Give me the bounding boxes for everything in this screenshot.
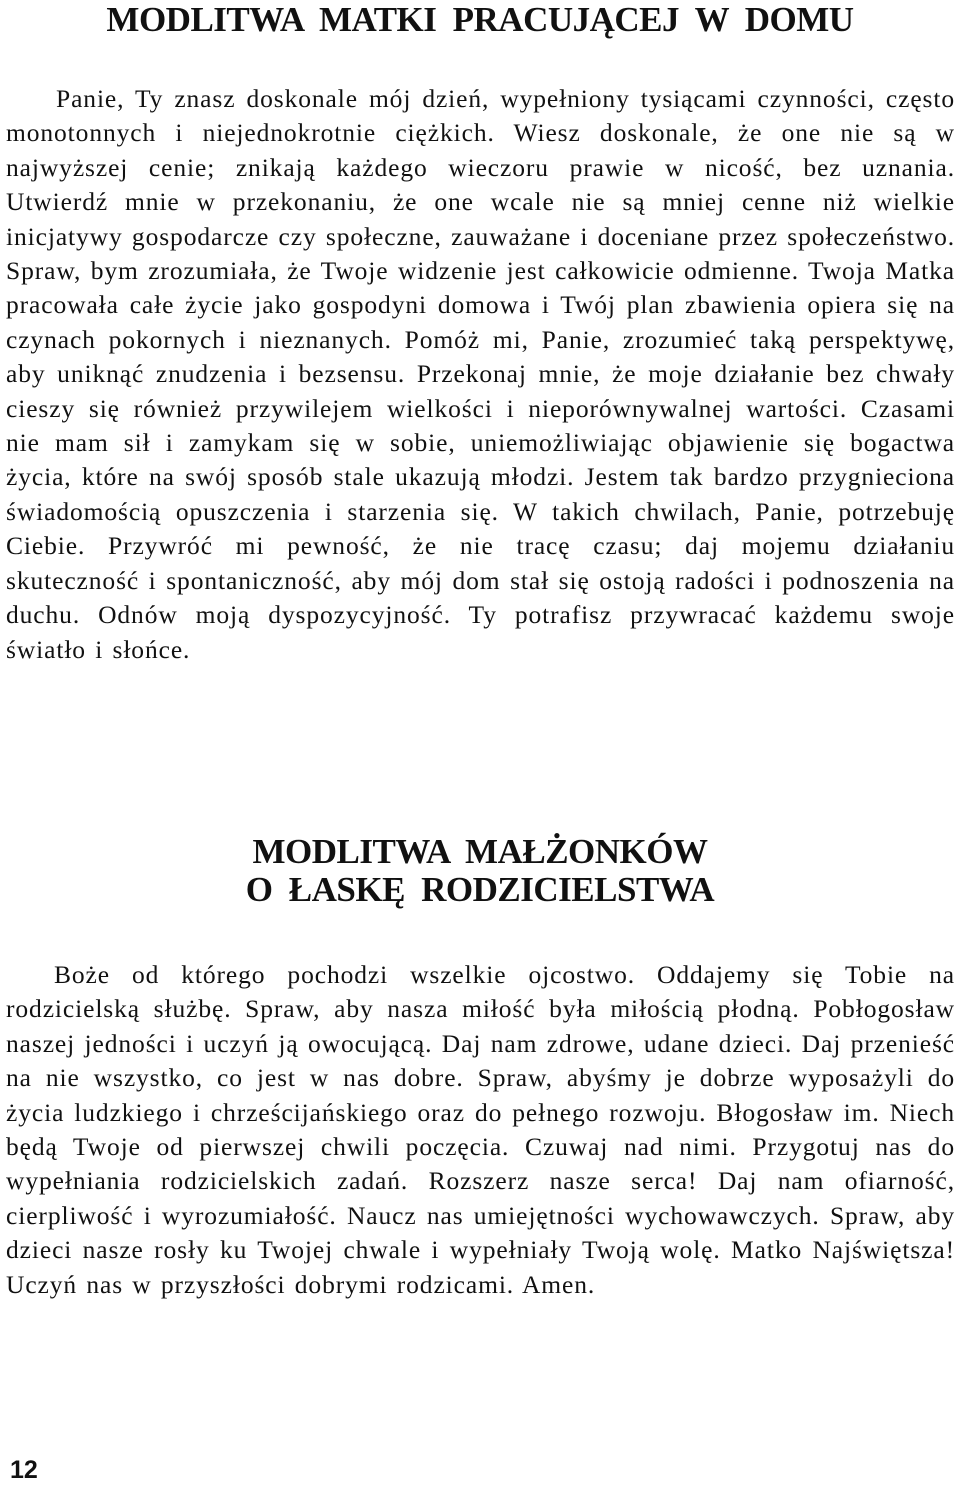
prayer-text-mother-at-home: Panie, Ty znasz doskonale mój dzień, wypełniony tysiącami czynności, często monotonnych i niejednokrotnie ciężkich. Wiesz doskonale, że one nie są w najwyższej cenie; znikają każdego wieczoru prawie w nicość, bez uznania. Utwierdź mnie w przekonaniu, że one wcale nie są mniej cenne niż wielkie inicjatywy gospodarcze czy społeczne, zauważane i doceniane przez społeczeństwo. Spraw, bym zrozumiała, że Twoje widzenie jest całkowicie odmienne. Twoja Matka pracowała całe życie jako gospodyni domowa i Twój plan zbawienia opiera się na czynach pokornych i nieznanych. Pomóż mi, Panie, zrozumieć taką perspektywę, aby uniknąć znudzenia i bezsensu. Przekonaj mnie, że moje działanie bez chwały cieszy się również przywilejem wielkości i nieporównywalnej wartości. Czasami nie mam sił i zamykam się w sobie, uniemożliwiając objawienie się bogactwa życia, które na swój sposób stale ukazują młodzi. Jestem tak bardzo przygnieciona świadomością opuszczenia i starzenia się. W takich chwilach, Panie, potrzebuję Ciebie. Przywróć mi pewność, że nie tracę czasu; daj mojemu działaniu skuteczność i spontaniczność, aby mój dom stał się ostoją radości i podnoszenia na duchu. Odnów moją dyspozycyjność. Ty potrafisz przywracać każdemu swoje światło i słońce. <box>6 84 955 664</box>
prayer-text-spouses: Boże od którego pochodzi wszelkie ojcostwo. Oddajemy się Tobie na rodzicielską służbę. Spraw, aby nasza miłość była miłością płodną. Pobłogosław naszej jedności i uczyń ją owocującą. Daj nam zdrowe, udane dzieci. Daj przenieść na nie wszystko, co jest w nas dobre. Spraw, abyśmy je dobrze wyposażyli do życia ludzkiego i chrześcijańskiego oraz do pełnego rozwoju. Błogosław im. Niech będą Twoje od pierwszej chwili poczęcia. Czuwaj nad nimi. Przygotuj nas do wypełniania rodzicielskich zadań. Rozszerz nasze serca! Daj nam ofiarność, cierpliwość i wyrozumiałość. Naucz nas umiejętności wychowawczych. Spraw, aby dzieci nasze rosły ku Twojej chwale i wypełniały Twoją wolę. Matko Najświętsza! Uczyń nas w przyszłości dobrymi rodzicami. Amen. <box>6 960 955 1299</box>
page-number: 12 <box>10 1456 38 1484</box>
prayer-title-spouses <box>0 833 960 909</box>
prayer-title-spouses-line-2: O ŁASKĘ RODZICIELSTWA <box>245 870 715 909</box>
prayer-title-mother-at-home: MODLITWA MATKI PRACUJĄCEJ W DOMU <box>106 0 854 39</box>
prayer-title-spouses-line-1: MODLITWA MAŁŻONKÓW <box>252 832 708 871</box>
